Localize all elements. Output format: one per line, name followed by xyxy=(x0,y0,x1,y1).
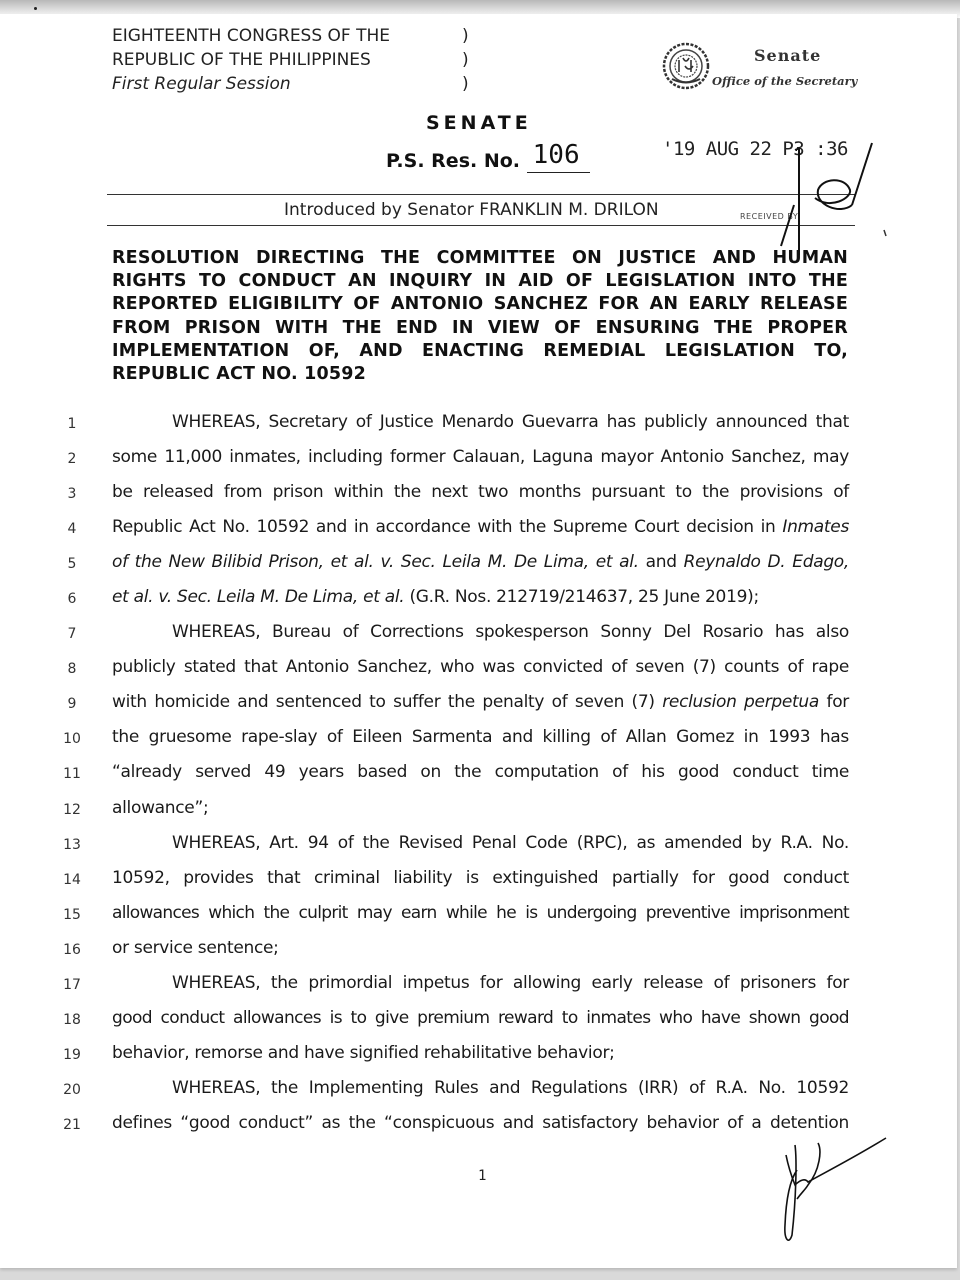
line-text-roman: for xyxy=(826,692,849,713)
line-text: some 11,000 inmates, including former Calauan, Laguna mayor Antonio Sanchez, may xyxy=(112,447,849,468)
session-line: First Regular Session xyxy=(112,74,291,94)
line-number: 16 xyxy=(63,941,81,958)
line-text xyxy=(112,517,849,537)
top-rule xyxy=(107,194,855,195)
congress-header xyxy=(112,24,390,96)
stamp-title: Senate xyxy=(754,46,822,65)
body-line xyxy=(0,1005,960,1040)
body-line xyxy=(0,409,960,444)
resolution-label: P.S. Res. No. xyxy=(386,150,521,172)
line-text-roman: (G.R. Nos. 212719/214637, 25 June 2019); xyxy=(409,587,759,608)
body-line xyxy=(0,479,960,514)
body-line xyxy=(0,830,960,865)
line-text: WHEREAS, Bureau of Corrections spokesperson Sonny Del Rosario has also xyxy=(172,622,849,643)
congress-line-2: REPUBLIC OF THE PHILIPPINES xyxy=(112,50,371,70)
line-text: good conduct allowances is to give premium reward to inmates who have shown good xyxy=(112,1007,849,1028)
body-line xyxy=(0,654,960,689)
paren-1: ) xyxy=(462,26,469,46)
line-text: 10592, provides that criminal liability is extinguished partially for good conduct xyxy=(112,867,849,888)
body-line xyxy=(0,759,960,794)
line-number: 20 xyxy=(63,1081,81,1098)
body-line xyxy=(0,1110,960,1145)
line-number: 21 xyxy=(63,1116,81,1133)
header-parens xyxy=(462,24,469,96)
body-line xyxy=(0,1075,960,1110)
line-number: 1 xyxy=(67,416,77,432)
paren-2: ) xyxy=(462,50,469,70)
line-text xyxy=(112,552,849,572)
line-number: 9 xyxy=(67,696,77,713)
title-line-2: RIGHTS TO CONDUCT AN INQUIRY IN AID OF LEGISLATION INTO THE xyxy=(112,271,848,292)
line-number: 7 xyxy=(67,626,77,643)
line-text: WHEREAS, the Implementing Rules and Regulations (IRR) of R.A. No. 10592 xyxy=(172,1077,849,1098)
body-line xyxy=(0,900,960,935)
title-line-3: REPORTED ELIGIBILITY OF ANTONIO SANCHEZ FOR AN EARLY RELEASE xyxy=(112,294,848,315)
line-text: WHEREAS, the primordial impetus for allowing early release of prisoners for xyxy=(172,972,849,993)
line-text: WHEREAS, Art. 94 of the Revised Penal Code (RPC), as amended by R.A. No. xyxy=(172,832,849,853)
body-line xyxy=(0,514,960,549)
case-name-italic: of the New Bilibid Prison, et al. v. Sec. Leila M. De Lima, et al. xyxy=(112,552,639,573)
line-text: or service sentence; xyxy=(112,937,279,958)
resolution-number-line xyxy=(386,140,590,177)
scan-speck xyxy=(34,7,37,10)
line-number: 5 xyxy=(67,556,77,573)
chamber-title: SENATE xyxy=(426,112,532,134)
body-line xyxy=(0,970,960,1005)
case-name-italic: et al. v. Sec. Leila M. De Lima, et al. xyxy=(112,587,405,608)
stamp-subtitle: Office of the Secretary xyxy=(712,74,858,88)
paren-3: ) xyxy=(462,74,469,94)
case-name-italic: Inmates xyxy=(782,517,850,538)
line-number: 14 xyxy=(63,871,81,888)
line-text: publicly stated that Antonio Sanchez, who was convicted of seven (7) counts of rape xyxy=(112,657,849,678)
body-line xyxy=(0,444,960,479)
line-number: 19 xyxy=(63,1046,81,1063)
senate-secretary-stamp xyxy=(662,42,882,98)
congress-line-1: EIGHTEENTH CONGRESS OF THE xyxy=(112,26,391,46)
line-number: 12 xyxy=(63,801,81,818)
line-number: 17 xyxy=(63,976,81,993)
body-line xyxy=(0,724,960,759)
bottom-rule xyxy=(107,225,855,226)
line-number: 8 xyxy=(67,661,77,678)
received-date-stamp: '19 AUG 22 P3 :36 xyxy=(662,138,848,160)
line-text-roman: and xyxy=(645,552,677,573)
line-text: be released from prison within the next two months pursuant to the provisions of xyxy=(112,482,849,503)
received-by-label: RECEIVED BY: xyxy=(740,212,801,221)
latin-term-italic: reclusion perpetua xyxy=(662,692,820,713)
line-text-roman: Republic Act No. 10592 and in accordance with the Supreme Court decision in xyxy=(112,517,776,538)
title-line-1: RESOLUTION DIRECTING THE COMMITTEE ON JUSTICE AND HUMAN xyxy=(112,248,848,268)
line-text: the gruesome rape-slay of Eileen Sarmenta and killing of Allan Gomez in 1993 has xyxy=(112,727,849,748)
body-line xyxy=(0,795,960,830)
title-line-5: IMPLEMENTATION OF, AND ENACTING REMEDIAL LEGISLATION TO, xyxy=(112,340,848,361)
body-line xyxy=(0,1040,960,1075)
line-text: WHEREAS, Secretary of Justice Menardo Guevarra has publicly announced that xyxy=(172,412,849,432)
line-text: allowance”; xyxy=(112,797,209,818)
line-number: 2 xyxy=(67,451,77,468)
line-number: 18 xyxy=(63,1011,81,1028)
resolution-number: 106 xyxy=(527,140,590,173)
line-number: 3 xyxy=(67,486,77,503)
body-line xyxy=(0,689,960,724)
body-line xyxy=(0,935,960,970)
title-line-4: FROM PRISON WITH THE END IN VIEW OF ENSURING THE PROPER xyxy=(112,317,848,338)
line-number: 15 xyxy=(63,906,81,923)
line-text: “already served 49 years based on the computation of his good conduct time xyxy=(112,762,849,783)
body-line xyxy=(0,549,960,584)
line-number: 11 xyxy=(63,766,81,783)
line-number: 13 xyxy=(63,836,81,853)
line-text: defines “good conduct” as the “conspicuous and satisfactory behavior of a detention xyxy=(112,1112,849,1133)
line-text: allowances which the culprit may earn while he is undergoing preventive imprisonment xyxy=(112,902,849,923)
body-line xyxy=(0,865,960,900)
line-number: 10 xyxy=(63,731,81,748)
body-line xyxy=(0,619,960,654)
resolution-title xyxy=(112,247,848,386)
resolution-body xyxy=(0,409,960,1145)
senate-seal-icon xyxy=(662,42,710,90)
line-text xyxy=(112,692,849,712)
line-text-roman: with homicide and sentenced to suffer the penalty of seven (7) xyxy=(112,692,655,713)
line-number: 6 xyxy=(67,591,77,608)
page-number: 1 xyxy=(478,1168,487,1184)
line-number: 4 xyxy=(67,521,77,538)
case-name-italic: Reynaldo D. Edago, xyxy=(683,552,850,573)
line-text xyxy=(112,587,849,607)
line-text: behavior, remorse and have signified rehabilitative behavior; xyxy=(112,1042,615,1063)
body-line xyxy=(0,584,960,619)
introduced-by: Introduced by Senator FRANKLIN M. DRILON xyxy=(284,200,659,220)
title-line-6: REPUBLIC ACT NO. 10592 xyxy=(112,364,366,385)
